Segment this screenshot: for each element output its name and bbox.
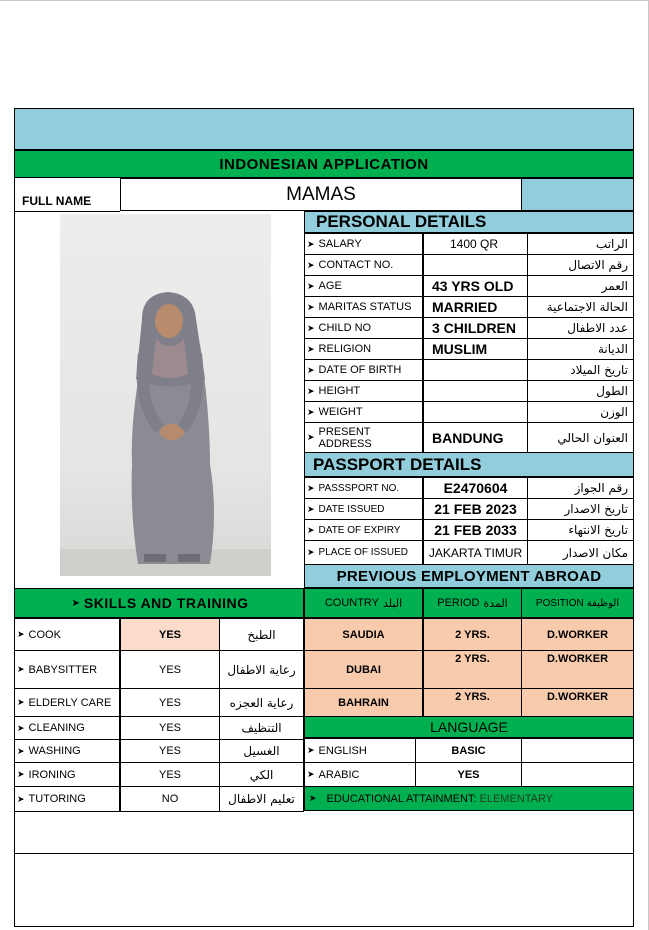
employment-country-cell [304,650,423,689]
employment-header [304,564,634,588]
personal-label-cell [304,401,423,423]
skill-arabic-label: الكي [249,767,274,782]
skill-arabic-label: رعاية الاطفال [227,662,296,677]
skill-label-cell [14,650,120,689]
passport-label-cell [304,519,423,541]
skill-label-cell [14,618,120,651]
col-period-label: PERIOD [437,597,480,609]
language-label-cell [304,762,416,787]
personal-label-cell [304,422,423,453]
personal-details-title: PERSONAL DETAILS [316,212,487,231]
arrow-icon: ➤ [17,793,25,804]
passport-value-cell [423,477,528,499]
personal-arabic-cell [527,401,634,423]
personal-label-cell [304,275,423,297]
arrow-icon: ➤ [17,629,25,639]
arrow-icon: ➤ [307,547,315,557]
personal-value-cell [423,275,528,297]
col-country-header [304,588,423,618]
arrow-icon: ➤ [17,697,25,707]
personal-arabic-label: الحالة الاجتماعية [546,300,628,314]
arrow-icon: ➤ [17,722,25,733]
personal-arabic-label: الديانة [597,342,628,356]
language-label: ENGLISH [318,744,367,757]
personal-label: AGE [318,280,342,292]
arrow-icon: ➤ [307,524,315,535]
skill-arabic-cell [219,739,304,763]
skill-value-cell [120,762,220,787]
arrow-icon: ➤ [307,259,315,270]
passport-arabic-label: تاريخ الانتهاء [568,523,628,537]
blank-row-2 [14,854,634,927]
passport-label: DATE OF EXPIRY [318,524,401,536]
passport-value-cell [423,540,528,565]
personal-label-cell [304,338,423,360]
skill-value: YES [158,768,181,781]
skill-arabic-label: التنظيف [241,721,282,735]
language-label-cell [304,738,416,763]
skill-value-cell [120,650,220,689]
skill-arabic-label: الغسيل [243,744,280,758]
full-name-side-cell [521,178,634,211]
skill-value-cell [120,688,220,717]
education-label: EDUCATIONAL ATTAINMENT: [326,792,477,805]
passport-label: PASSSPORT NO. [318,482,400,494]
personal-value-cell [423,254,528,276]
personal-label: DATE OF BIRTH [318,364,402,376]
arrow-icon: ➤ [307,385,315,396]
personal-arabic-label: العمر [601,279,628,293]
arrow-icon: ➤ [17,769,25,779]
skill-arabic-cell [219,762,304,787]
personal-value: BANDUNG [432,429,504,446]
personal-value-cell [423,338,528,360]
skill-label: WASHING [28,745,81,757]
full-name-label: FULL NAME [22,194,92,208]
skill-value: YES [158,663,181,676]
personal-arabic-label: عدد الاطفال [567,321,628,335]
arrow-icon: ➤ [307,238,315,249]
arrow-icon: ➤ [307,301,315,312]
personal-label-cell [304,296,423,318]
skill-arabic-label: رعاية العجزه [229,695,294,710]
skill-value-cell [120,786,220,812]
skills-header [14,588,304,618]
employment-position: D.WORKER [546,628,609,641]
language-extra-cell [521,738,634,763]
arrow-icon: ➤ [307,503,315,514]
col-position-label: POSITION [535,597,584,609]
skill-arabic-cell [219,786,304,812]
language-extra-cell [521,762,634,787]
passport-label: DATE ISSUED [318,503,385,515]
passport-value-cell [423,519,528,541]
personal-value-cell [423,401,528,423]
skill-arabic-cell [219,716,304,740]
employment-period: 2 YRS. [455,653,490,665]
personal-label-cell [304,317,423,339]
arrow-icon: ➤ [307,322,315,333]
personal-label-cell [304,380,423,402]
personal-label: WEIGHT [318,406,363,418]
employment-position-cell [521,688,634,717]
personal-arabic-cell [527,233,634,255]
personal-arabic-cell [527,380,634,402]
skill-value-cell [120,716,220,740]
language-value-cell [415,738,522,763]
full-name-value-cell [120,178,522,211]
personal-label: SALARY [318,238,362,250]
skill-arabic-cell [219,688,304,717]
employment-period: 2 YRS. [455,691,490,703]
col-position-header [521,588,634,618]
passport-arabic-label: رقم الجواز [574,481,628,495]
applicant-photo [60,214,271,576]
arrow-icon: ➤ [17,745,25,756]
personal-label-cell [304,254,423,276]
passport-value: E2470604 [443,480,508,496]
arrow-icon: ➤ [307,482,315,493]
personal-label-cell [304,233,423,255]
language-header [304,716,634,738]
skill-value: NO [161,793,179,805]
personal-arabic-label: الراتب [595,237,628,251]
personal-details-header [304,211,634,233]
passport-label: PLACE OF ISSUED [318,547,409,558]
skill-label-cell [14,762,120,787]
employment-country-cell [304,688,423,717]
personal-arabic-label: العنوان الحالي [557,430,628,445]
employment-position: D.WORKER [546,691,609,703]
language-value-cell [415,762,522,787]
col-country-ar: البلد [383,596,403,610]
skill-arabic-label: الطبخ [247,627,276,642]
skill-label: BABYSITTER [28,663,98,676]
skill-label: CLEANING [28,722,85,734]
personal-label: MARITAS STATUS [318,301,412,313]
employment-country: SAUDIA [342,628,385,641]
personal-arabic-label: الطول [596,384,628,398]
employment-country: BAHRAIN [338,696,389,709]
personal-value: 43 YRS OLD [432,278,514,294]
passport-label-cell [304,498,423,520]
employment-country: DUBAI [346,663,381,676]
full-name-label-cell [14,178,120,212]
arrow-icon: ➤ [307,364,315,375]
col-period-header [423,588,522,618]
passport-value-cell [423,498,528,520]
col-position-ar: الوظيفة [586,597,620,609]
passport-label-cell [304,477,423,499]
personal-arabic-cell [527,422,634,453]
personal-arabic-cell [527,317,634,339]
passport-value: JAKARTA TIMUR [428,545,523,560]
personal-label: PRESENT ADDRESS [318,425,372,450]
passport-arabic-label: مكان الاصدار [562,545,628,560]
language-value: BASIC [451,744,486,757]
passport-arabic-cell [527,540,634,565]
arrow-icon: ➤ [307,769,315,779]
employment-country-cell [304,618,423,651]
employment-period: 2 YRS. [455,628,490,641]
arrow-icon: ➤ [307,745,315,755]
skill-label: IRONING [28,768,76,781]
personal-arabic-cell [527,275,634,297]
personal-arabic-cell [527,254,634,276]
col-country-label: COUNTRY [324,597,380,609]
personal-label: HEIGHT [318,385,361,397]
arrow-icon: ➤ [307,280,315,291]
personal-value-cell [423,380,528,402]
skill-label-cell [14,739,120,763]
personal-arabic-label: رقم الاتصال [568,258,628,272]
employment-title: PREVIOUS EMPLOYMENT ABROAD [336,567,602,585]
passport-arabic-cell [527,519,634,541]
skill-label-cell [14,688,120,717]
personal-value-cell [423,296,528,318]
personal-value: MUSLIM [432,341,488,357]
personal-label: CHILD NO [318,322,372,334]
employment-position-cell [521,650,634,689]
employment-position-cell [521,618,634,651]
skill-value: YES [158,628,181,641]
arrow-icon: ➤ [17,664,25,674]
language-label: ARABIC [318,768,360,781]
skill-arabic-cell [219,650,304,689]
col-period-ar: المدة [483,596,508,610]
passport-value: 21 FEB 2023 [434,501,517,517]
personal-arabic-cell [527,359,634,381]
personal-value-cell [423,317,528,339]
arrow-icon: ➤ [307,406,315,417]
skill-value-cell [120,618,220,651]
passport-details-header [304,452,634,477]
employment-position: D.WORKER [546,653,609,665]
skill-label: ELDERLY CARE [28,696,112,709]
personal-label-cell [304,359,423,381]
skill-arabic-label: تعليم الاطفال [228,792,295,806]
personal-arabic-label: تاريخ الميلاد [570,363,628,377]
education-value: ELEMENTARY [479,792,554,805]
application-title [14,150,634,178]
skill-label-cell [14,786,120,812]
arrow-icon: ➤ [71,597,80,609]
skill-label: COOK [28,628,61,641]
skill-value: YES [158,696,181,709]
passport-label-cell [304,540,423,565]
top-band [14,108,634,150]
skill-arabic-cell [219,618,304,651]
personal-arabic-label: الوزن [600,405,628,419]
personal-value: 3 CHILDREN [432,320,517,336]
personal-value-cell [423,233,528,255]
language-value: YES [457,768,480,781]
blank-row-1 [14,811,634,854]
skill-label-cell [14,716,120,740]
passport-value: 21 FEB 2033 [434,522,517,538]
personal-value-cell [423,359,528,381]
personal-value-cell [423,422,528,453]
skill-value: YES [158,745,181,757]
personal-label: CONTACT NO. [318,259,394,271]
skills-title: SKILLS AND TRAINING [83,595,249,611]
personal-arabic-cell [527,338,634,360]
education-row [304,786,634,811]
passport-arabic-label: تاريخ الاصدار [564,502,628,516]
arrow-icon: ➤ [307,343,315,354]
passport-arabic-cell [527,477,634,499]
full-name-value: MAMAS [286,183,356,205]
personal-value: 1400 QR [450,237,499,251]
person-figure-icon [60,214,271,576]
personal-value: MARRIED [432,299,498,315]
language-title: LANGUAGE [430,719,508,735]
title-text: INDONESIAN APPLICATION [219,155,429,173]
arrow-icon: ➤ [307,432,315,442]
passport-details-title: PASSPORT DETAILS [313,454,482,474]
employment-period-cell [423,618,522,651]
personal-label: RELIGION [318,343,372,355]
arrow-icon: ➤ [309,793,317,803]
personal-arabic-cell [527,296,634,318]
skill-value: YES [158,722,181,734]
skill-value-cell [120,739,220,763]
employment-period-cell [423,688,522,717]
employment-period-cell [423,650,522,689]
skill-label: TUTORING [28,793,86,805]
passport-arabic-cell [527,498,634,520]
